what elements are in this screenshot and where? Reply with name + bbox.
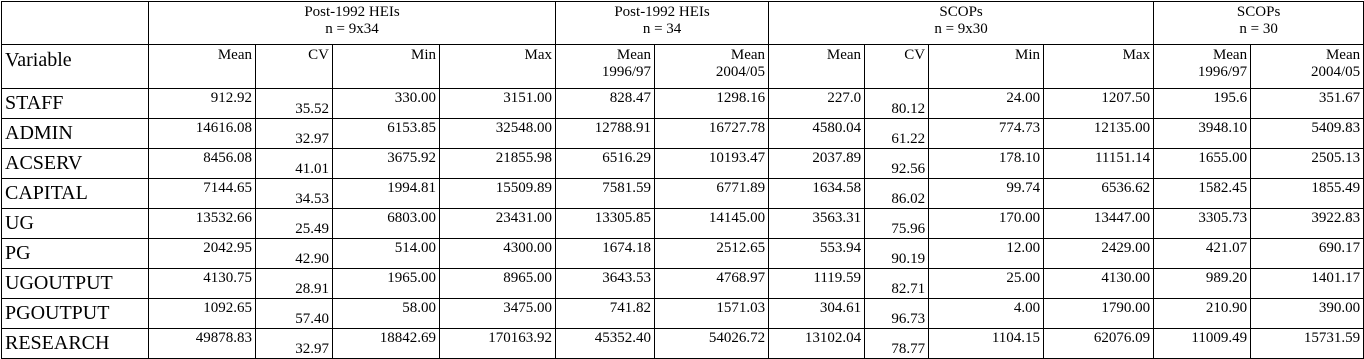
table-cell: 1104.15 (929, 329, 1044, 359)
table-cell: 24.00 (929, 89, 1044, 119)
table-cell: 912.92 (149, 89, 256, 119)
table-cell: 13305.85 (556, 209, 655, 239)
table-cell: 2037.89 (769, 149, 865, 179)
table-cell: 96.73 (865, 299, 929, 329)
table-cell: 2429.00 (1044, 239, 1154, 269)
table-cell: 21855.98 (440, 149, 556, 179)
table-cell: 32.97 (256, 119, 333, 149)
table-cell: 49878.83 (149, 329, 256, 359)
table-cell: 828.47 (556, 89, 655, 119)
table-cell: 32.97 (256, 329, 333, 359)
table-cell: 6771.89 (655, 179, 769, 209)
table-cell: 3151.00 (440, 89, 556, 119)
table-cell: 4768.97 (655, 269, 769, 299)
table-row (2, 239, 1364, 269)
table-cell: 6536.62 (1044, 179, 1154, 209)
table-cell: 690.17 (1251, 239, 1364, 269)
table-cell: 351.67 (1251, 89, 1364, 119)
table-cell: 3305.73 (1154, 209, 1251, 239)
table-cell: 1571.03 (655, 299, 769, 329)
table-cell: 5409.83 (1251, 119, 1364, 149)
table-cell: 553.94 (769, 239, 865, 269)
table-cell: 170163.92 (440, 329, 556, 359)
table-cell: 2505.13 (1251, 149, 1364, 179)
table-cell: 58.00 (333, 299, 440, 329)
table-cell: 90.19 (865, 239, 929, 269)
table-row (2, 179, 1364, 209)
table-cell: 35.52 (256, 89, 333, 119)
table-cell: 2512.65 (655, 239, 769, 269)
statistics-table (1, 1, 1364, 359)
table-row (2, 329, 1364, 359)
table-cell: 45352.40 (556, 329, 655, 359)
max-header: Max (440, 45, 556, 89)
table-body (2, 89, 1364, 359)
table-cell: 774.73 (929, 119, 1044, 149)
table-cell: 4130.75 (149, 269, 256, 299)
group-n: n = 9x34 (325, 21, 379, 37)
group-n: n = 9x30 (934, 21, 988, 37)
table-cell: 1092.65 (149, 299, 256, 329)
year-label: 1996/97 (601, 64, 652, 80)
table-cell: 7144.65 (149, 179, 256, 209)
table-cell: 1298.16 (655, 89, 769, 119)
table-cell: 989.20 (1154, 269, 1251, 299)
table-row (2, 269, 1364, 299)
table-cell: 15509.89 (440, 179, 556, 209)
table-cell: 6803.00 (333, 209, 440, 239)
group-n: n = 34 (642, 21, 682, 37)
table-cell: 1582.45 (1154, 179, 1251, 209)
mean-label: Mean (1212, 47, 1248, 63)
table-cell: 4580.04 (769, 119, 865, 149)
table-cell: 1674.18 (556, 239, 655, 269)
table-cell: 6153.85 (333, 119, 440, 149)
max-header: Max (1044, 45, 1154, 89)
group-title: SCOPs (939, 4, 983, 20)
table-cell: 11009.49 (1154, 329, 1251, 359)
table-cell: 8965.00 (440, 269, 556, 299)
variable-name: UGOUTPUT (2, 269, 149, 299)
table-cell: 1965.00 (333, 269, 440, 299)
min-header: Min (333, 45, 440, 89)
table-cell: 13102.04 (769, 329, 865, 359)
table-cell: 10193.47 (655, 149, 769, 179)
mean-label: Mean (1325, 47, 1361, 63)
table-cell: 23431.00 (440, 209, 556, 239)
table-cell: 3563.31 (769, 209, 865, 239)
table-cell: 78.77 (865, 329, 929, 359)
table-cell: 25.49 (256, 209, 333, 239)
table-cell: 1401.17 (1251, 269, 1364, 299)
variable-name: STAFF (2, 89, 149, 119)
mean-1996-header (556, 45, 655, 89)
table-cell: 16727.78 (655, 119, 769, 149)
table-cell: 421.07 (1154, 239, 1251, 269)
table-cell: 3643.53 (556, 269, 655, 299)
table-cell: 210.90 (1154, 299, 1251, 329)
table-cell: 80.12 (865, 89, 929, 119)
table-row (2, 299, 1364, 329)
table-cell: 62076.09 (1044, 329, 1154, 359)
variable-name: PG (2, 239, 149, 269)
group-title: SCOPs (1236, 4, 1281, 20)
table-cell: 1655.00 (1154, 149, 1251, 179)
table-cell: 7581.59 (556, 179, 655, 209)
table-cell: 12135.00 (1044, 119, 1154, 149)
table-cell: 4300.00 (440, 239, 556, 269)
table-cell: 1207.50 (1044, 89, 1154, 119)
variable-name: UG (2, 209, 149, 239)
variable-name: RESEARCH (2, 329, 149, 359)
variable-name: PGOUTPUT (2, 299, 149, 329)
table-cell: 75.96 (865, 209, 929, 239)
year-label: 2004/05 (1310, 64, 1361, 80)
table-row (2, 89, 1364, 119)
table-cell: 304.61 (769, 299, 865, 329)
variable-name: ACSERV (2, 149, 149, 179)
table-cell: 34.53 (256, 179, 333, 209)
mean-header: Mean (149, 45, 256, 89)
table-cell: 6516.29 (556, 149, 655, 179)
variable-name: ADMIN (2, 119, 149, 149)
table-cell: 1855.49 (1251, 179, 1364, 209)
mean-2004-header (655, 45, 769, 89)
table-cell: 741.82 (556, 299, 655, 329)
table-row (2, 209, 1364, 239)
year-label: 2004/05 (715, 64, 766, 80)
group-header-scops-annual (1154, 2, 1364, 45)
table-cell: 514.00 (333, 239, 440, 269)
table-cell: 86.02 (865, 179, 929, 209)
table-cell: 61.22 (865, 119, 929, 149)
group-n: n = 30 (1239, 21, 1278, 37)
group-title: Post-1992 HEIs (304, 4, 400, 20)
table-cell: 82.71 (865, 269, 929, 299)
cv-header: CV (865, 45, 929, 89)
table-cell: 1119.59 (769, 269, 865, 299)
mean-label: Mean (730, 47, 766, 63)
table-cell: 28.91 (256, 269, 333, 299)
table-cell: 1790.00 (1044, 299, 1154, 329)
table-cell: 3675.92 (333, 149, 440, 179)
table-cell: 92.56 (865, 149, 929, 179)
table-cell: 4130.00 (1044, 269, 1154, 299)
table-cell: 1634.58 (769, 179, 865, 209)
mean-label: Mean (616, 47, 652, 63)
corner-cell (2, 2, 149, 45)
min-header: Min (929, 45, 1044, 89)
table-cell: 12.00 (929, 239, 1044, 269)
cv-header: CV (256, 45, 333, 89)
table-cell: 170.00 (929, 209, 1044, 239)
column-header-row (2, 45, 1364, 89)
table-cell: 2042.95 (149, 239, 256, 269)
table-cell: 8456.08 (149, 149, 256, 179)
table-cell: 227.0 (769, 89, 865, 119)
year-label: 1996/97 (1197, 64, 1248, 80)
table-cell: 42.90 (256, 239, 333, 269)
variable-name: CAPITAL (2, 179, 149, 209)
table-cell: 14616.08 (149, 119, 256, 149)
table-cell: 14145.00 (655, 209, 769, 239)
table-cell: 11151.14 (1044, 149, 1154, 179)
group-header-scops-pooled (769, 2, 1154, 45)
group-header-post1992-annual (556, 2, 769, 45)
table-cell: 54026.72 (655, 329, 769, 359)
table-cell: 3475.00 (440, 299, 556, 329)
group-header-row (2, 2, 1364, 45)
table-cell: 3922.83 (1251, 209, 1364, 239)
group-header-post1992-pooled (149, 2, 556, 45)
table-cell: 390.00 (1251, 299, 1364, 329)
group-title: Post-1992 HEIs (614, 4, 710, 20)
table-cell: 15731.59 (1251, 329, 1364, 359)
table-cell: 3948.10 (1154, 119, 1251, 149)
table-row (2, 119, 1364, 149)
table-cell: 1994.81 (333, 179, 440, 209)
table-cell: 41.01 (256, 149, 333, 179)
table-cell: 12788.91 (556, 119, 655, 149)
table-cell: 4.00 (929, 299, 1044, 329)
table-cell: 32548.00 (440, 119, 556, 149)
table-cell: 99.74 (929, 179, 1044, 209)
variable-header: Variable (2, 45, 149, 89)
table-cell: 330.00 (333, 89, 440, 119)
mean-1996-header (1154, 45, 1251, 89)
table-row (2, 149, 1364, 179)
table-cell: 25.00 (929, 269, 1044, 299)
mean-header: Mean (769, 45, 865, 89)
table-cell: 13532.66 (149, 209, 256, 239)
mean-2004-header (1251, 45, 1364, 89)
table-cell: 57.40 (256, 299, 333, 329)
table-cell: 195.6 (1154, 89, 1251, 119)
table-cell: 18842.69 (333, 329, 440, 359)
table-cell: 13447.00 (1044, 209, 1154, 239)
table-cell: 178.10 (929, 149, 1044, 179)
